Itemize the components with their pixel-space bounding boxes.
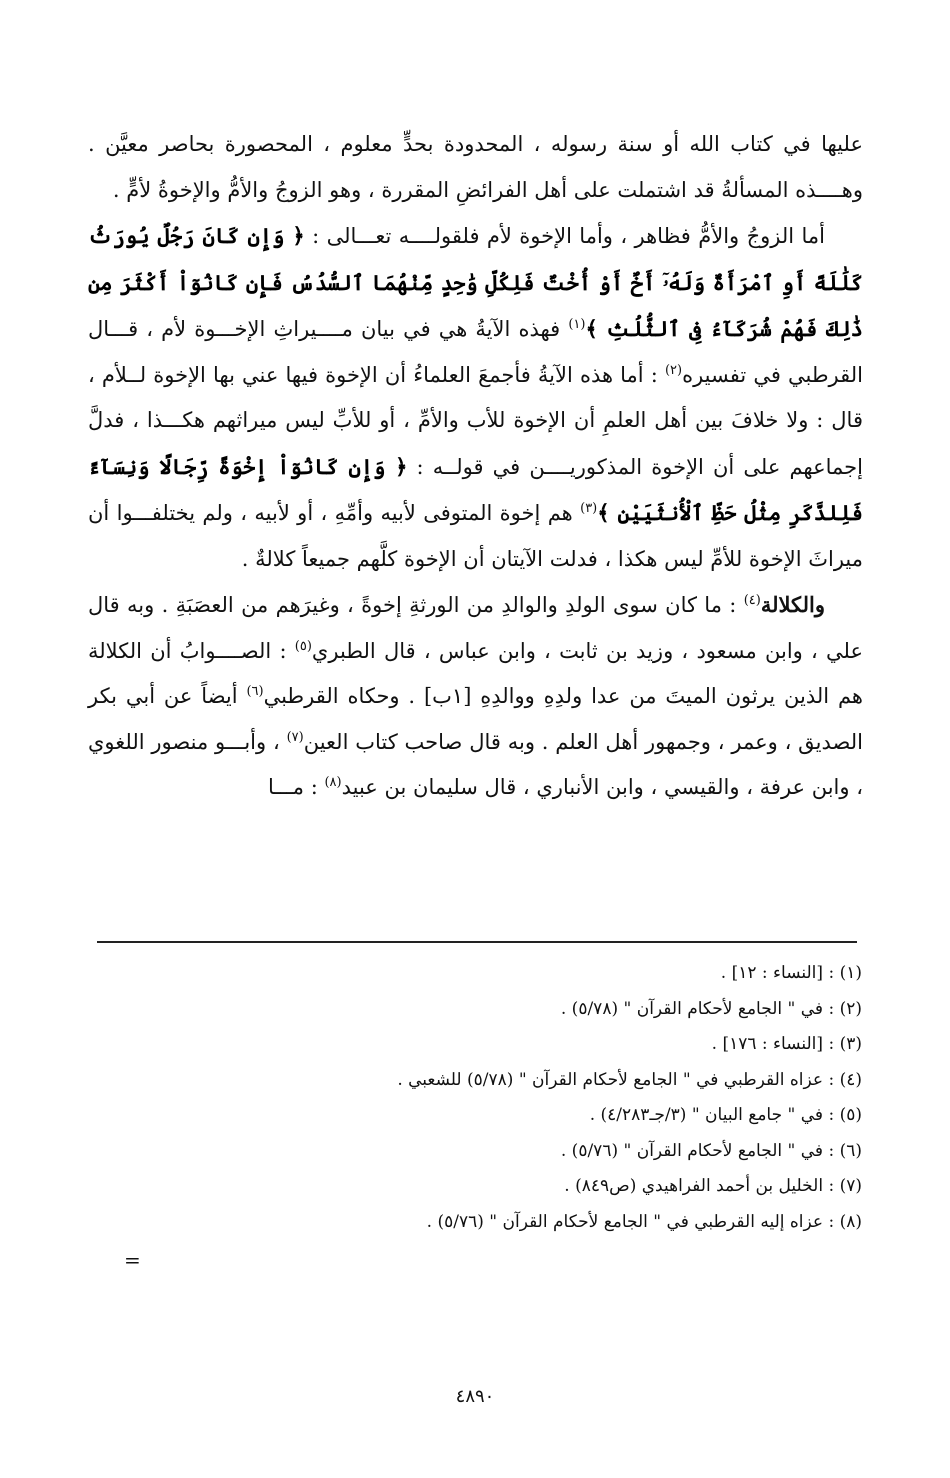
footnote-ref-6: (٦) [246, 684, 264, 699]
footnote-separator [97, 941, 857, 943]
defined-term: والكلالة [760, 592, 825, 617]
footnote-6: (٦) : في " الجامع لأحكام القرآن " (٥/٧٦) . [560, 1140, 862, 1161]
text-segment: : ما كان سوى الولدِ والوالدِ من الورثةِ إخوةً ، وغيرَهم من العصَبَةِ . وبه قال علي ، وابن مسعود ، وزيد بن ثابت ، وابن عباس ، قال الطبري [88, 593, 864, 663]
quran-verse-2: ﴿ وَإِن كَانُوٓاْ إِخْوَةً رِّجَالًا وَنِسَآءً فَلِلذَّكَرِ مِثْلُ حَظِّ ٱلْأُنثَيَيْنِ ﴾ [88, 453, 863, 525]
text-segment: : أما هذه الآيةُ فأجمعَ العلماءُ أن الإخوة فيها عني بها الإخوة لــلأم ، قال : ولا خلافَ بين أهل العلمِ أن الإخوة للأب والأمِّ ، أو للأبِّ ليس ميراثهم هكـــذا ، فدلَّ إجماعهم على أن الإخوة المذكوريــــن في قولــه : [88, 362, 863, 479]
paragraph-3 [88, 582, 863, 811]
footnote-ref-4: (٤) [743, 593, 761, 608]
footnote-ref-7: (٧) [286, 729, 304, 745]
page-number: ٤٨٩٠ [455, 1386, 495, 1407]
footnotes [92, 956, 862, 1240]
text-segment: : مـــا [267, 775, 325, 799]
paragraph-2 [88, 213, 863, 582]
footnote-ref-5: (٥) [294, 638, 312, 654]
footnote-ref-8: (٨) [324, 775, 342, 790]
footnote-8: (٨) : عزاه إليه القرطبي في " الجامع لأحكام القرآن " (٥/٧٦) . [426, 1211, 862, 1232]
footnote-ref-2: (٢) [664, 362, 683, 378]
paragraph-1-text: عليها في كتاب الله أو سنة رسوله ، المحدودة بحدٍّ معلوم ، المحصورة بحاصر معيَّن . وهــــذه المسألةُ قد اشتملت على أهل الفرائضِ المقررة ، وهو الزوجُ والأمُّ والإخوةُ لأمٍّ . [88, 132, 863, 202]
text-segment: أيضاً عن أبي بكر الصديق ، وعمر ، وجمهور أهل العلم . وبه قال صاحب كتاب العين [88, 684, 863, 754]
paragraph-1 [88, 122, 863, 213]
text-segment: هم إخوة المتوفى لأبيه وأمِّهِ ، أو لأبيه ، ولم يختلفـــوا أن ميراثَ الإخوة للأمِّ ليس هكذا ، فدلت الآيتان أن الإخوة كلَّهم جميعاً كلالةٌ . [88, 501, 863, 571]
text-segment: : الصــــوابُ أن الكلالة هم الذين يرثون الميتَ من عدا ولدِهِ ووالدِهِ [١ب] . وحكاه القرطبي [88, 638, 863, 708]
footnote-4: (٤) : عزاه القرطبي في " الجامع لأحكام القرآن " (٥/٧٨) للشعبي . [397, 1069, 862, 1090]
footnote-ref-1: (١) [568, 317, 586, 332]
text-segment: أما الزوجُ والأمُّ فظاهر ، وأما الإخوة لأم فلقولــــه تعـــالى : [304, 224, 825, 248]
footnote-5: (٥) : في " جامع البيان " (٣/جـ٤/٢٨٣) . [589, 1105, 862, 1125]
continuation-mark: = [124, 1248, 141, 1272]
text-segment: ، وأبـــو منصور اللغوي ، وابن عرفة ، والقيسي ، وابن الأنباري ، قال سليمان بن عبيد [88, 729, 863, 799]
quran-verse-1: ﴿ وَإِن كَانَ رَجُلٌ يُورَثُ كَلَٰلَةً أَوِ ٱمْرَأَةٌ وَلَهُۥٓ أَخٌ أَوْ أُخْتٌ فَلِكُلِّ وَٰحِدٍ مِّنْهُمَا ٱلسُّدُسُ فَإِن كَانُوٓاْ أَكْثَرَ مِن ذَٰلِكَ فَهُمْ شُرَكَآءُ فِى ٱلثُّلُثِ ﴾ [88, 223, 863, 341]
footnote-ref-3: (٣) [580, 501, 598, 516]
footnote-3: (٣) : [النساء : ١٧٦] . [711, 1034, 862, 1054]
text-segment: فهذه الآيةُ هي في بيان مــــيراثِ الإخـــوة لأم ، قـــال القرطبي في تفسيره [88, 317, 863, 387]
main-text [88, 122, 863, 811]
footnote-1: (١) : [النساء : ١٢] . [720, 963, 862, 983]
footnote-7: (٧) : الخليل بن أحمد الفراهيدي (ص٨٤٩) . [564, 1176, 862, 1196]
footnote-2: (٢) : في " الجامع لأحكام القرآن " (٥/٧٨) . [560, 998, 862, 1019]
